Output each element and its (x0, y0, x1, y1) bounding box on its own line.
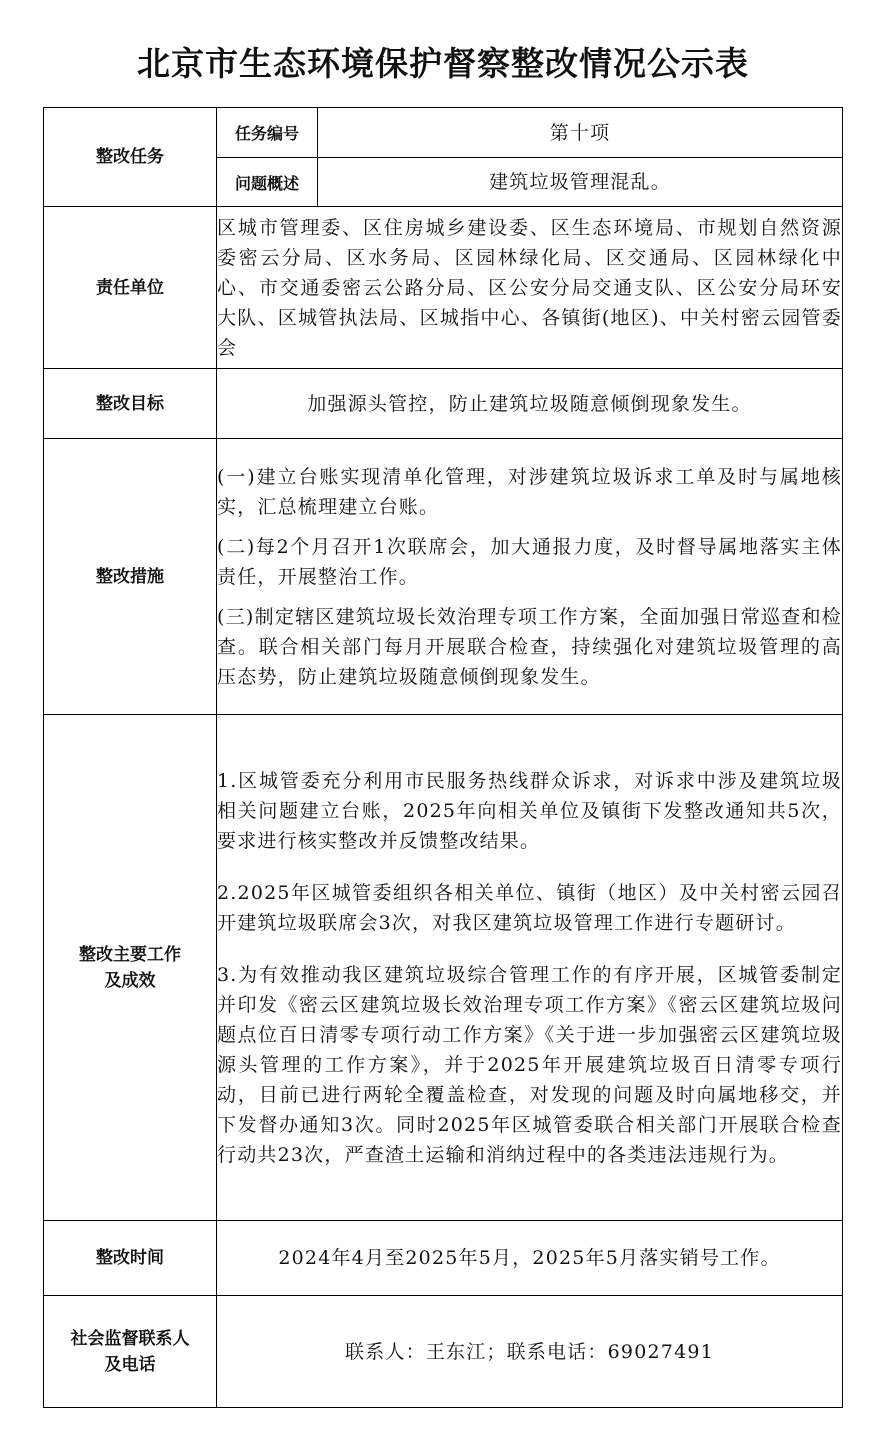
result-item: 1.区城管委充分利用市民服务热线群众诉求，对诉求中涉及建筑垃圾相关问题建立台账，2025年向相关单位及镇街下发整改通知共5次，要求进行核实整改并反馈整改结果。 (217, 769, 842, 852)
results-label-line1: 整改主要工作 (79, 944, 181, 965)
measures-row (44, 439, 843, 715)
contact-value: 联系人：王东江；联系电话：69027491 (217, 1296, 843, 1408)
responsible-row (44, 207, 843, 369)
result-item: 3.为有效推动我区建筑垃圾综合管理工作的有序开展，区城管委制定并印发《密云区建筑垃圾长效治理专项工作方案》《密云区建筑垃圾问题点位百日清零专项行动工作方案》《关于进一步加强密云区建筑垃圾源头管理的工作方案》，并于2025年开展建筑垃圾百日清零专项行动，目前已进行两轮全覆盖检查，对发现的问题及时向属地移交，并下发督办通知3次。同时2025年区城管委联合相关部门开展联合检查行动共23次，严查渣土运输和消纳过程中的各类违法违规行为。 (217, 963, 842, 1166)
result-item: 2.2025年区城管委组织各相关单位、镇街（地区）及中关村密云园召开建筑垃圾联席会3次，对我区建筑垃圾管理工作进行专题研讨。 (217, 881, 842, 934)
results-row (44, 715, 843, 1221)
measures-label: 整改措施 (44, 439, 217, 715)
goal-value: 加强源头管控，防止建筑垃圾随意倾倒现象发生。 (217, 369, 843, 439)
goal-label: 整改目标 (44, 369, 217, 439)
results-label-line2: 及成效 (104, 970, 156, 991)
contact-row (44, 1296, 843, 1408)
disclosure-table (43, 107, 843, 1408)
responsible-value: 区城市管理委、区住房城乡建设委、区生态环境局、市规划自然资源委密云分局、区水务局、区园林绿化局、区交通局、区园林绿化中心、市交通委密云公路分局、区公安分局交通支队、区公安分局环安大队、区城管执法局、区城指中心、各镇街(地区)、中关村密云园管委会 (217, 207, 843, 369)
responsible-label: 责任单位 (44, 207, 217, 369)
results-label (44, 715, 217, 1221)
task-label: 整改任务 (44, 108, 217, 207)
time-label: 整改时间 (44, 1221, 217, 1296)
page-title: 北京市生态环境保护督察整改情况公示表 (137, 44, 749, 83)
task-number-label: 任务编号 (217, 108, 318, 158)
measures-cell (217, 439, 843, 715)
measure-item: (二)每2个月召开1次联席会，加大通报力度，及时督导属地落实主体责任，开展整治工作。 (217, 535, 842, 588)
goal-row (44, 369, 843, 439)
task-summary-value: 建筑垃圾管理混乱。 (318, 158, 843, 207)
time-value: 2024年4月至2025年5月，2025年5月落实销号工作。 (217, 1221, 843, 1296)
contact-label-line1: 社会监督联系人 (70, 1328, 190, 1349)
measure-item: (一)建立台账实现清单化管理，对涉建筑垃圾诉求工单及时与属地核实，汇总梳理建立台账。 (217, 465, 842, 518)
measure-item: (三)制定辖区建筑垃圾长效治理专项工作方案，全面加强日常巡查和检查。联合相关部门每月开展联合检查，持续强化对建筑垃圾管理的高压态势，防止建筑垃圾随意倾倒现象发生。 (217, 605, 842, 688)
task-row-number (44, 108, 843, 158)
contact-label-line2: 及电话 (104, 1354, 156, 1375)
task-number-value: 第十项 (318, 108, 843, 158)
results-cell (217, 715, 843, 1221)
time-row (44, 1221, 843, 1296)
contact-label (44, 1296, 217, 1408)
task-summary-label: 问题概述 (217, 158, 318, 207)
